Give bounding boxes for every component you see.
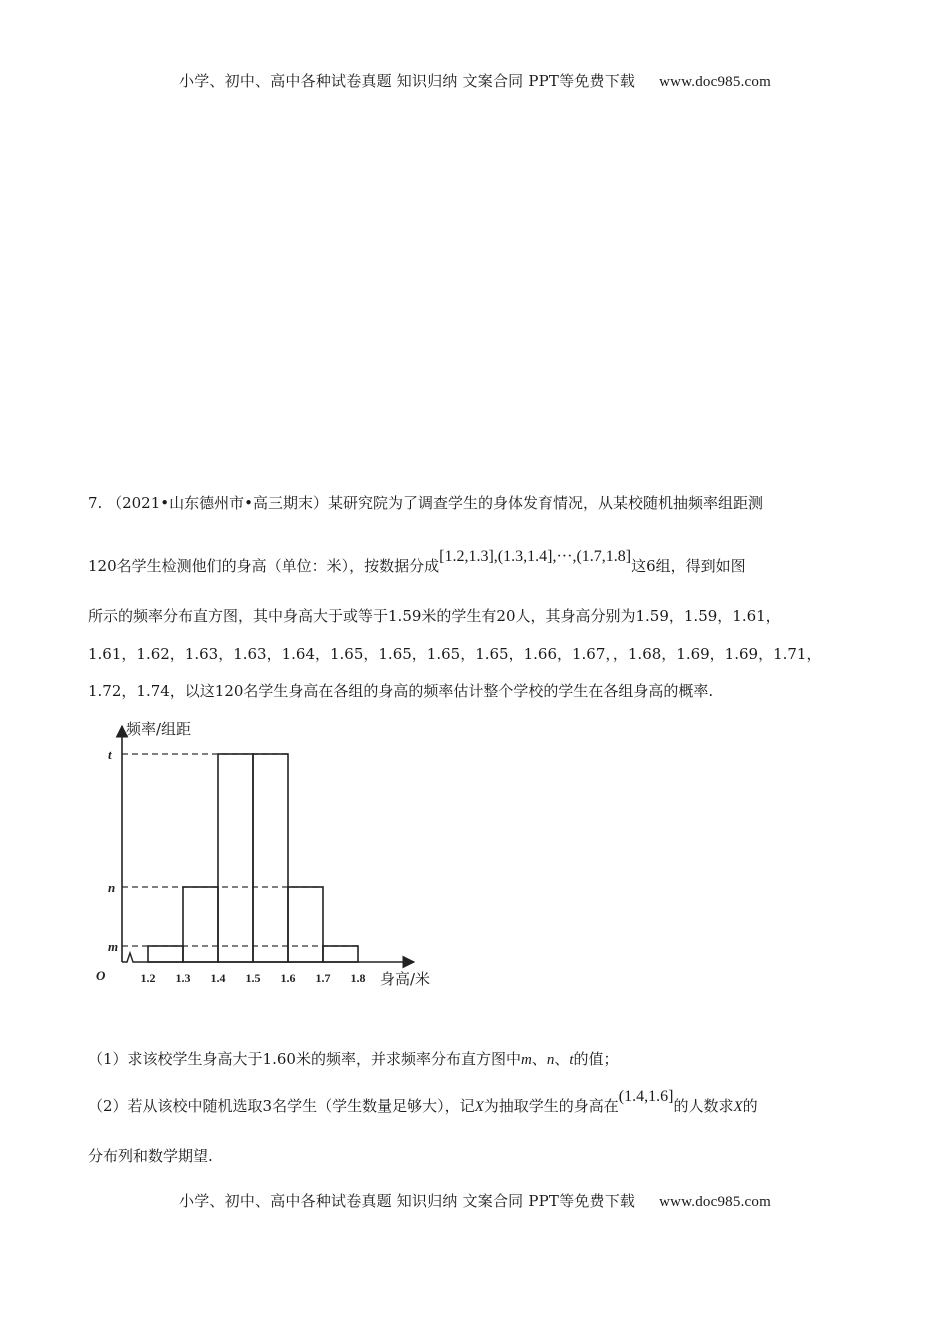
problem-line-2-post: 这6组，得到如图 (631, 557, 746, 575)
x-tick-label: 1.5 (245, 971, 261, 985)
problem-line-2-pre: 120名学生检测他们的身高（单位：米），按数据分成 (88, 557, 440, 575)
var-m: m (520, 1052, 532, 1068)
problem-line-1: 7. （2021•山东德州市•高三期末）某研究院为了调查学生的身体发育情况，从某校随机抽频率组距测 (88, 494, 763, 512)
problem-line-4: 1.61，1.62，1.63，1.63，1.64，1.65，1.65，1.65，1.65，1.66，1.67，，1.68，1.69，1.69，1.71， (88, 645, 822, 663)
frequency-histogram (90, 712, 450, 994)
question-1 (88, 1048, 868, 1069)
y-tick-label-m: m (108, 939, 119, 954)
x-tick-label: 1.3 (175, 971, 191, 985)
chart-axes (122, 726, 414, 962)
bar-1.7-1.8 (323, 946, 358, 962)
footer-site[interactable]: www.doc985.com (659, 1194, 771, 1210)
x-tick-label: 1.2 (140, 971, 156, 985)
x-tick-label: 1.7 (315, 971, 331, 985)
var-X: X (474, 1099, 484, 1115)
header-site[interactable]: www.doc985.com (659, 74, 771, 90)
bar-1.2-1.3 (148, 946, 183, 962)
var-X: X (733, 1099, 743, 1115)
bar-1.3-1.4 (183, 887, 218, 962)
y-axis-label: 频率/组距 (126, 720, 192, 738)
sep: 、 (531, 1050, 547, 1068)
question-1-end: 的值； (573, 1050, 619, 1068)
sep: 、 (554, 1050, 570, 1068)
question-2-text: （2）若从该校中随机选取3名学生（学生数量足够大），记 (88, 1097, 475, 1115)
question-2-line-2: 分布列和数学期望. (88, 1147, 213, 1165)
problem-line-2 (88, 548, 868, 576)
question-2-mid: 为抽取学生的身高在 (483, 1097, 619, 1115)
question-2 (88, 1088, 868, 1116)
y-tick-label-n: n (108, 880, 116, 895)
page-footer (0, 1190, 950, 1211)
y-tick-label-t: t (108, 747, 112, 762)
question-2-end: 的 (742, 1097, 758, 1115)
bar-1.6-1.7 (288, 887, 323, 962)
x-axis-label: 身高/米 (380, 970, 431, 988)
footer-text: 小学、初中、高中各种试卷真题 知识归纳 文案合同 PPT等免费下载 (179, 1192, 636, 1210)
question-2-post: 的人数求 (673, 1097, 734, 1115)
var-t: t (569, 1052, 574, 1068)
problem-line-3: 所示的频率分布直方图，其中身高大于或等于1.59米的学生有20人，其身高分别为1.59，1.59，1.61， (88, 607, 781, 625)
header-text: 小学、初中、高中各种试卷真题 知识归纳 文案合同 PPT等免费下载 (179, 72, 636, 90)
interval-notation: [1.2,1.3],(1.3,1.4],···,(1.7,1.8] (439, 548, 632, 565)
problem-line-5: 1.72，1.74，以这120名学生身高在各组的身高的频率估计整个学校的学生在各组身高的概率. (88, 682, 714, 700)
page-header (0, 70, 950, 91)
question-1-text: （1）求该校学生身高大于1.60米的频率，并求频率分布直方图中 (88, 1050, 521, 1068)
bar-1.4-1.5 (218, 754, 253, 962)
x-tick-label: 1.8 (350, 971, 366, 985)
bar-1.5-1.6 (253, 754, 288, 962)
histogram-bars (148, 754, 358, 962)
axis-break (122, 953, 138, 962)
chart-labels (96, 720, 430, 988)
x-tick-label: 1.6 (280, 971, 296, 985)
interval-1-4-1-6: (1.4,1.6] (618, 1088, 674, 1105)
origin-label: O (96, 968, 106, 983)
x-tick-label: 1.4 (210, 971, 226, 985)
var-n: n (546, 1052, 555, 1068)
